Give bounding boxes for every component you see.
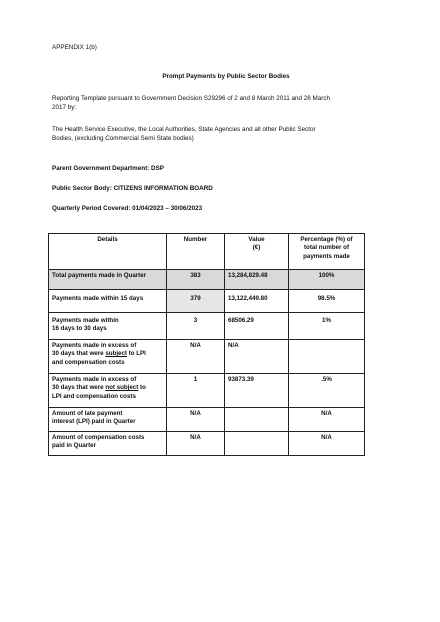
row-value: [225, 408, 289, 432]
header-details: Details: [49, 234, 167, 270]
row-number: N/A: [167, 340, 225, 374]
table-row: [49, 374, 365, 408]
bodies-line-1: The Health Service Executive, the Local Authorities, State Agencies and all other Public Sector: [52, 126, 316, 133]
payments-table: [48, 233, 365, 456]
table-row: [49, 313, 365, 340]
row-number: 383: [167, 270, 225, 290]
parent-department: Parent Government Department: DSP: [52, 165, 164, 172]
header-value: Value (€): [225, 234, 289, 270]
row-percentage: 98.5%: [289, 290, 365, 313]
row-percentage: N/A: [289, 408, 365, 432]
row-value: 13,284,829.48: [225, 270, 289, 290]
table-row: [49, 270, 365, 290]
bodies-line-2: Bodies, (excluding Commercial Semi State bodies): [52, 135, 194, 142]
row-label: Payments made within 16 days to 30 days: [49, 313, 167, 340]
header-percentage: Percentage (%) of total number of payments made: [289, 234, 365, 270]
row-percentage: N/A: [289, 432, 365, 456]
row-number: N/A: [167, 432, 225, 456]
row-number: 1: [167, 374, 225, 408]
row-value: 68506.29: [225, 313, 289, 340]
row-label: Amount of late payment interest (LPI) paid in Quarter: [49, 408, 167, 432]
intro-line-2: 2017 by:: [52, 104, 77, 111]
row-number: N/A: [167, 408, 225, 432]
row-percentage: .5%: [289, 374, 365, 408]
row-label: Payments made in excess of 30 days that were not subject to LPI and compensation costs: [49, 374, 167, 408]
table-row: [49, 408, 365, 432]
header-number: Number: [167, 234, 225, 270]
row-percentage: 1%: [289, 313, 365, 340]
table-row: [49, 340, 365, 374]
appendix-label: APPENDIX 1(b): [52, 44, 97, 51]
intro-line-1: Reporting Template pursuant to Government Decision S29296 of 2 and 8 March 2011 and 28 March: [52, 95, 331, 102]
row-percentage: [289, 340, 365, 374]
row-value: [225, 432, 289, 456]
row-value: 93873.39: [225, 374, 289, 408]
public-sector-body: Public Sector Body: CITIZENS INFORMATION BOARD: [52, 185, 213, 192]
row-number: 379: [167, 290, 225, 313]
row-label: Payments made in excess of 30 days that were subject to LPI and compensation costs: [49, 340, 167, 374]
document-title: Prompt Payments by Public Sector Bodies: [162, 73, 290, 80]
row-label: Amount of compensation costs paid in Quarter: [49, 432, 167, 456]
row-label: Total payments made in Quarter: [49, 270, 167, 290]
row-percentage: 100%: [289, 270, 365, 290]
row-label: Payments made within 15 days: [49, 290, 167, 313]
row-value: 13,122,449.80: [225, 290, 289, 313]
period-covered: Quarterly Period Covered: 01/04/2023 – 30/06/2023: [52, 205, 203, 212]
table-row: [49, 290, 365, 313]
table-row: [49, 432, 365, 456]
table-header-row: [49, 234, 365, 270]
row-number: 3: [167, 313, 225, 340]
row-value: N/A: [225, 340, 289, 374]
